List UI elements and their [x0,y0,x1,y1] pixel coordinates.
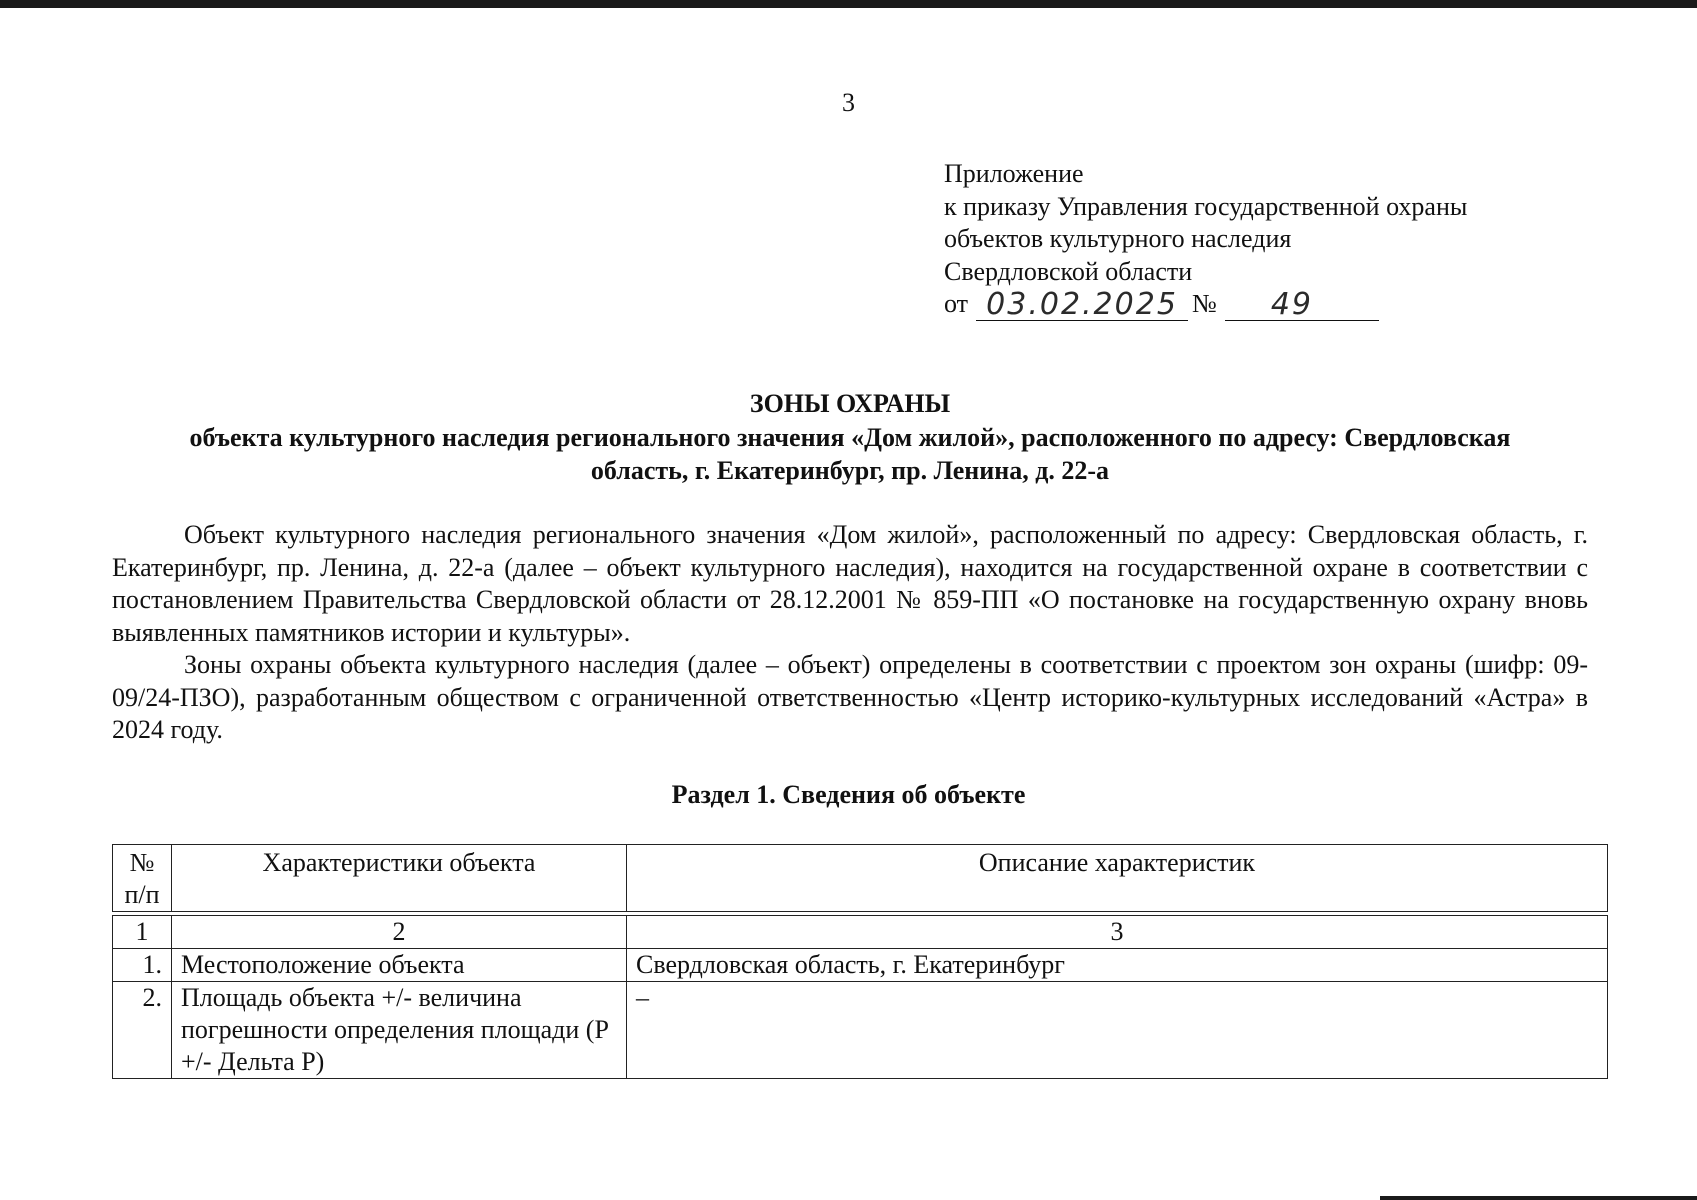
body-text [112,519,1588,747]
appendix-line: к приказу Управления государственной охраны [944,191,1468,221]
appendix-block [944,158,1467,321]
table-header-cell: Характеристики объекта [172,845,627,912]
subtitle-line: область, г. Екатеринбург, пр. Ленина, д. 22-а [590,456,1110,485]
appendix-line: Приложение [944,159,1084,188]
table-cell: 3 [627,916,1608,949]
table-cell: Местоположение объекта [172,949,627,982]
date-prefix: от [944,289,969,318]
table-cell: 2 [172,916,627,949]
handwritten-date: 03.02.2025 [976,290,1188,321]
order-date-line [944,288,1467,321]
scan-bottom-mark [1380,1196,1697,1200]
table-header-cell: № п/п [113,845,172,912]
paragraph: Зоны охраны объекта культурного наследия (далее – объект) определены в соответствии с проектом зон охраны (шифр: 09-09/24-ПЗО), разработанным обществом с ограниченной ответственностью «Центр историко-культурных исследований «Астра» в 2024 году. [112,650,1588,744]
number-sign: № [1192,289,1217,318]
paragraph: Объект культурного наследия регионального значения «Дом жилой», расположенный по адресу: Свердловская область, г. Екатеринбург, пр. Ленина, д. 22-а (далее – объект культурного наследия), находится на государственной охране в соответствии с постановлением Правительства Свердловской области от 28.12.2001 № 859-ПП «О постановке на государственную охрану вновь выявленных памятников истории и культуры». [112,520,1588,647]
page-number: 3 [842,88,855,117]
document-title: ЗОНЫ ОХРАНЫ [749,389,951,418]
table-header-row [113,845,1608,912]
table-index-row [113,916,1608,949]
table-cell: 1 [113,916,172,949]
table-header-cell: Описание характеристик [627,845,1608,912]
handwritten-order-number: 49 [1225,290,1379,321]
section-heading: Раздел 1. Сведения об объекте [671,780,1026,809]
subtitle-line: объекта культурного наследия регионального значения «Дом жилой», расположенного по адресу: Свердловская [189,423,1511,452]
appendix-line: Свердловской области [944,256,1193,286]
table-cell: 1. [113,949,172,982]
scan-top-border [0,0,1697,8]
table-row [113,949,1608,982]
table-cell: 2. [113,982,172,1079]
table-cell: – [627,982,1608,1079]
object-info-table [112,844,1608,1079]
appendix-line: объектов культурного наследия [944,224,1292,253]
table-row [113,982,1608,1079]
table-cell: Площадь объекта +/- величина погрешности определения площади (Р +/- Дельта Р) [172,982,627,1079]
document-subtitle [110,421,1590,487]
table-cell: Свердловская область, г. Екатеринбург [627,949,1608,982]
